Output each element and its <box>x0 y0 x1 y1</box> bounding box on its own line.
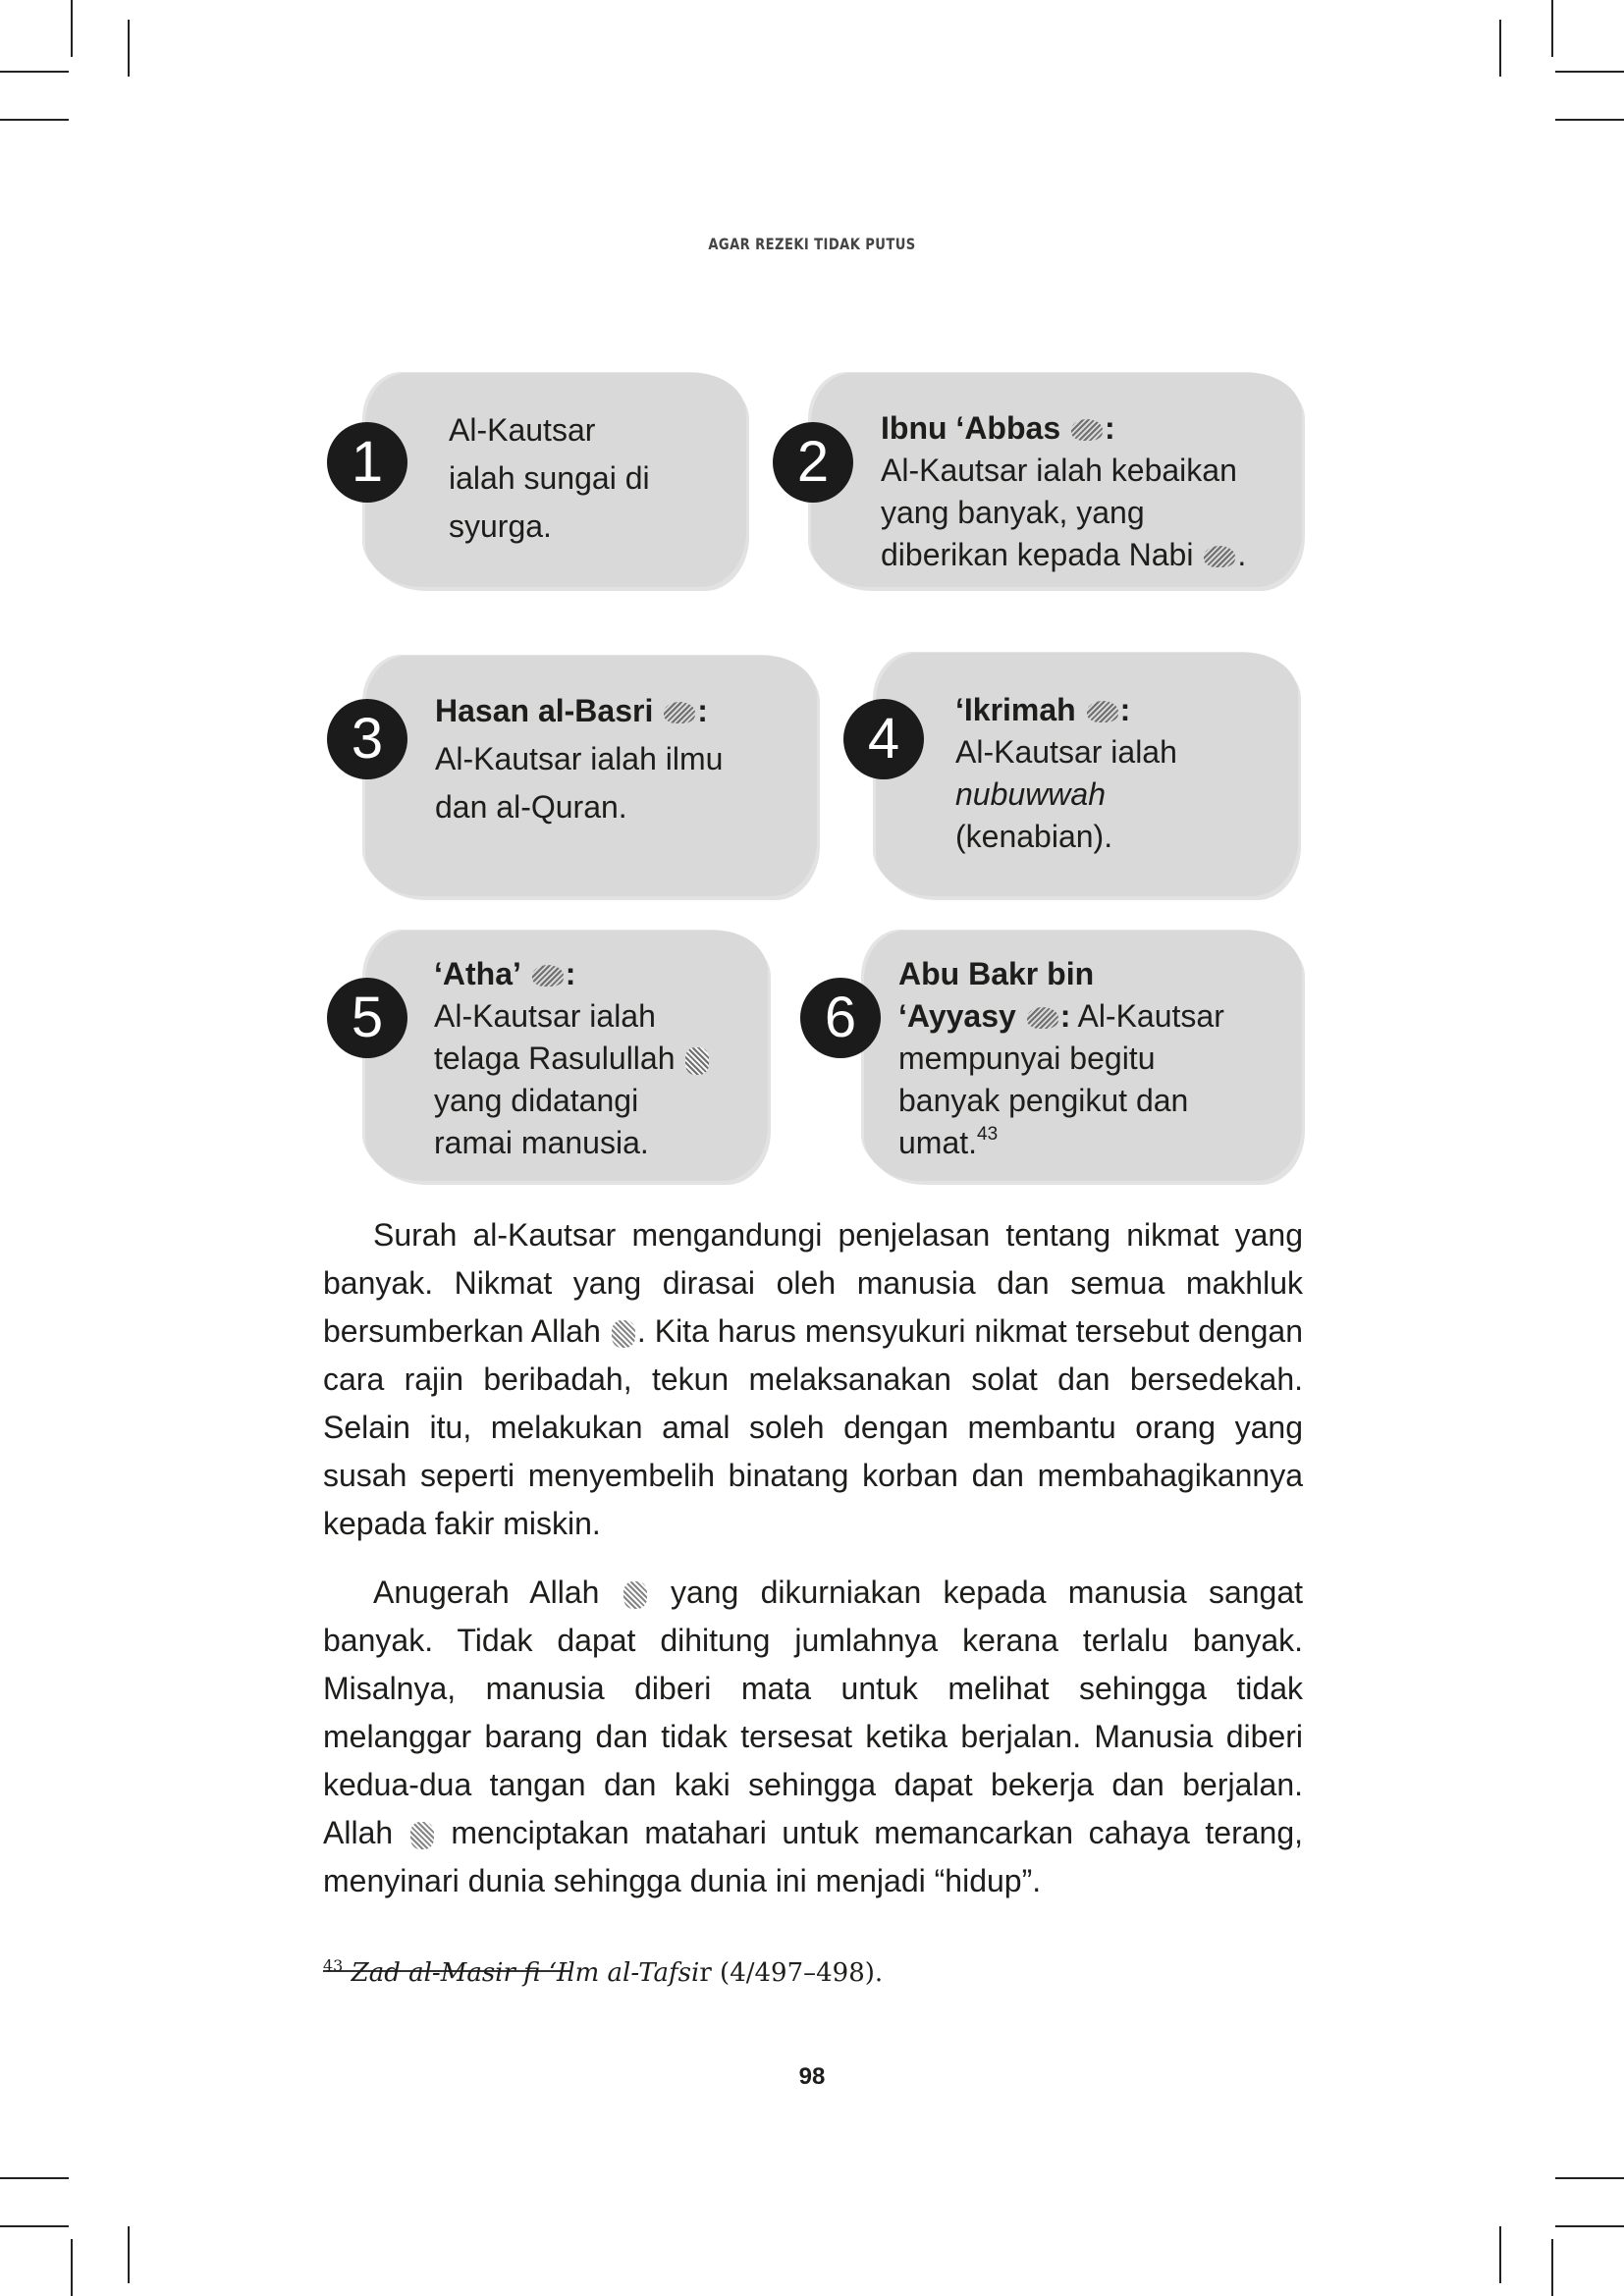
card-6-line: umat. <box>898 1125 978 1160</box>
card-3-line: Al-Kautsar ialah ilmu <box>435 741 724 776</box>
card-4-line: nubuwwah <box>955 776 1106 812</box>
scholar-name: ‘Atha’ <box>434 956 521 991</box>
card-2-colon: : <box>1105 410 1115 446</box>
card-number-3: 3 <box>327 699 407 779</box>
running-head: AGAR REZEKI TIDAK PUTUS <box>708 235 916 253</box>
paragraph-text: yang dikurniakan kepada manusia sangat banyak. Tidak dapat dihitung jumlahnya kerana terlalu banyak. Misalnya, manusia diberi mata untuk melihat sehingga tidak melanggar barang dan tidak tersesat ketika berjalan. Manusia diberi kedua-dua tangan dan kaki sehingga dapat bekerja dan berjalan. Allah <box>323 1575 1304 1850</box>
card-1-line: syurga. <box>449 508 552 544</box>
card-number-2: 2 <box>773 422 853 503</box>
card-number-4: 4 <box>843 699 924 779</box>
card-2-line: diberikan kepada Nabi <box>881 537 1194 572</box>
paragraph-text: Surah al-Kautsar mengandungi penjelasan tentang nikmat yang banyak. Nikmat yang dirasai oleh manusia dan semua makhluk bersumberkan Allah <box>323 1217 1303 1349</box>
footnote-title-tail: r <box>699 1958 712 1988</box>
card-number-6: 6 <box>800 978 881 1058</box>
allah-honorific-icon <box>410 1822 434 1849</box>
crop-mark <box>128 2226 130 2283</box>
honorific-icon <box>685 1047 709 1075</box>
crop-mark <box>1499 2226 1501 2283</box>
paragraph-text: Anugerah Allah <box>373 1575 600 1610</box>
card-text-1 <box>449 406 650 551</box>
crop-mark <box>71 0 73 57</box>
card-4-line: Al-Kautsar ialah <box>955 734 1177 770</box>
card-5-line: telaga Rasulullah <box>434 1041 676 1076</box>
card-2-line: yang banyak, yang <box>881 495 1145 530</box>
crop-mark <box>71 2239 73 2296</box>
card-text-5 <box>434 953 711 1164</box>
card-2-line: Al-Kautsar ialah kebaikan <box>881 453 1237 488</box>
card-4-colon: : <box>1119 692 1131 727</box>
card-5-line: ramai manusia. <box>434 1125 649 1160</box>
card-text-2 <box>881 407 1246 576</box>
allah-honorific-icon <box>623 1581 647 1609</box>
card-number-5: 5 <box>327 978 407 1058</box>
footnote-reference: (4/497–498). <box>711 1958 884 1988</box>
card-1-line: ialah sungai di <box>449 460 650 496</box>
card-4-line: (kenabian). <box>955 819 1113 854</box>
card-number-1: 1 <box>327 422 407 503</box>
crop-mark <box>1551 0 1553 57</box>
honorific-icon <box>1027 1007 1058 1029</box>
paragraph-2-text <box>323 1569 1303 1905</box>
card-text-6 <box>898 953 1224 1164</box>
paragraph-text: . Kita harus mensyukuri nikmat tersebut dengan cara rajin beribadah, tekun melaksanakan solat dan bersedekah. Selain itu, melakukan amal soleh dengan membantu orang yang susah seperti menyembelih binatang korban dan membahagikannya kepada fakir miskin. <box>323 1313 1304 1541</box>
crop-mark <box>1555 119 1624 121</box>
page-number: 98 <box>798 2063 826 2090</box>
crop-mark <box>0 2177 69 2179</box>
card-text-4 <box>955 689 1177 858</box>
card-5-line: Al-Kautsar ialah <box>434 998 656 1034</box>
paragraph-text: menciptakan matahari untuk memancarkan cahaya terang, menyinari dunia sehingga dunia ini menjadi “hidup”. <box>323 1815 1304 1898</box>
card-6-colon: : <box>1059 998 1071 1034</box>
scholar-name: ‘Ayyasy <box>898 998 1016 1034</box>
crop-mark <box>0 119 69 121</box>
paragraph-1 <box>323 1211 1303 1548</box>
footnote-number: 43 <box>323 1956 344 1975</box>
card-3-line: dan al-Quran. <box>435 789 627 825</box>
crop-mark <box>1499 20 1501 77</box>
scholar-name: Hasan al-Basri <box>435 693 654 728</box>
card-1-line: Al-Kautsar <box>449 412 596 448</box>
honorific-icon <box>1087 701 1118 722</box>
honorific-icon <box>664 702 695 723</box>
paragraph-2 <box>323 1569 1303 1905</box>
card-5-colon: : <box>565 956 576 991</box>
honorific-icon <box>532 965 564 987</box>
card-6-line: Al-Kautsar <box>1070 998 1224 1034</box>
footnote-ref: 43 <box>977 1124 999 1145</box>
card-6-line: banyak pengikut dan <box>898 1083 1189 1118</box>
crop-mark <box>1555 71 1624 73</box>
scholar-name: Ibnu ‘Abbas <box>881 410 1061 446</box>
crop-mark <box>0 71 69 73</box>
card-5-line: yang didatangi <box>434 1083 639 1118</box>
crop-mark <box>1551 2239 1553 2296</box>
card-3-colon: : <box>697 693 708 728</box>
crop-mark <box>0 2225 69 2227</box>
card-text-3 <box>435 687 723 831</box>
crop-mark <box>1555 2177 1624 2179</box>
paragraph-1-text <box>323 1211 1303 1548</box>
honorific-icon <box>1071 419 1103 441</box>
scholar-name: ‘Ikrimah <box>955 692 1076 727</box>
crop-mark <box>1555 2225 1624 2227</box>
footnote <box>323 1953 1303 1993</box>
card-6-line: mempunyai begitu <box>898 1041 1156 1076</box>
crop-mark <box>128 20 130 77</box>
scholar-name: Abu Bakr bin <box>898 956 1095 991</box>
card-2-end: . <box>1237 537 1247 572</box>
footnote-title: Zad al-Masir fi ‘Ilm al-Tafsi <box>351 1958 700 1988</box>
allah-honorific-icon <box>612 1320 635 1348</box>
honorific-icon <box>1204 546 1235 567</box>
